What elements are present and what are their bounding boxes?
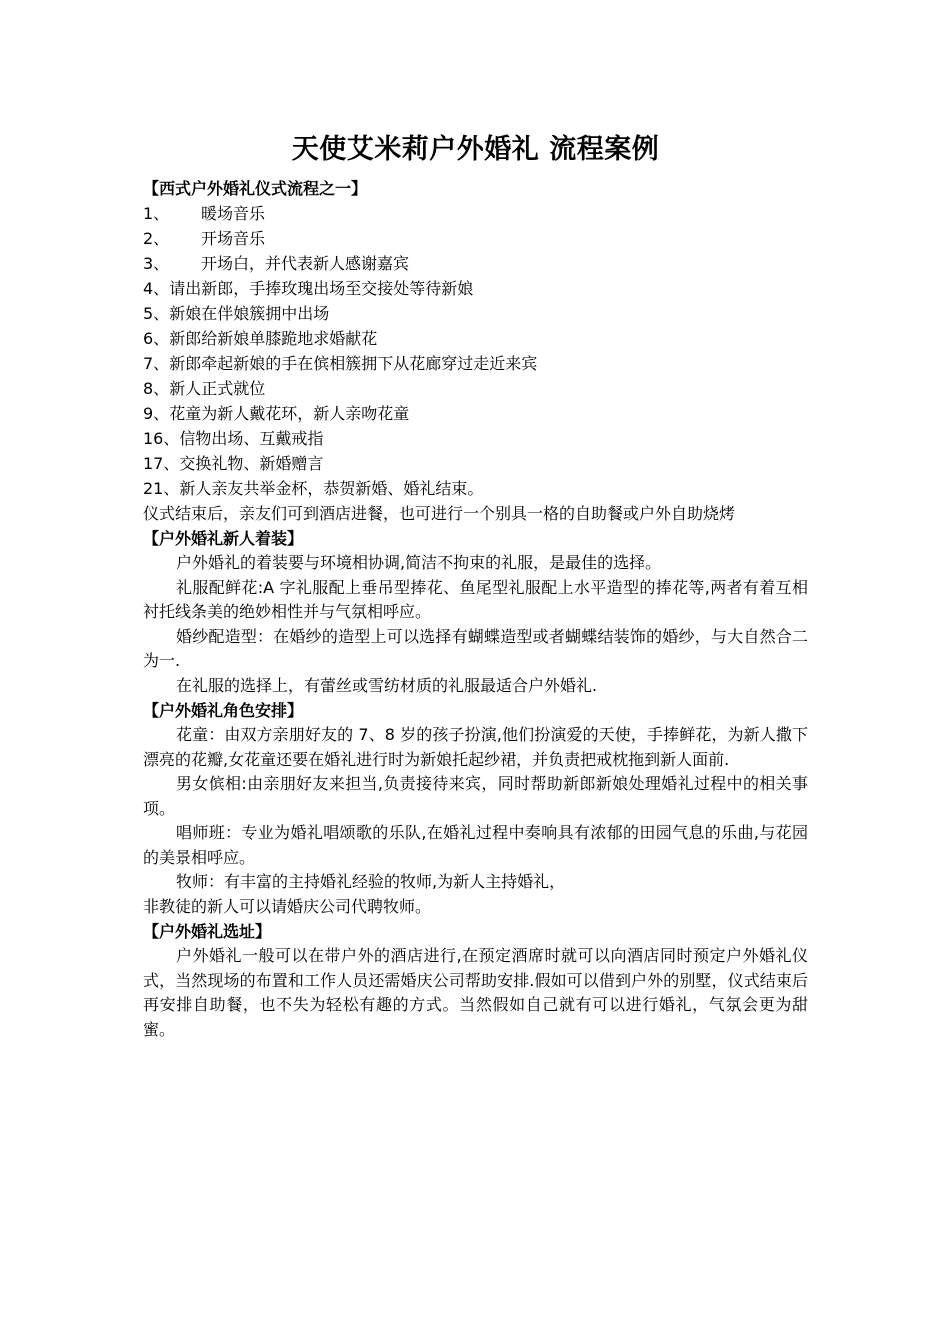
paragraph: 男女傧相:由亲朋好友来担当,负责接待来宾，同时帮助新郎新娘处理婚礼过程中的相关事项。	[143, 774, 808, 818]
list-item-number: 21、	[143, 479, 180, 498]
list-item-number: 2、	[143, 229, 170, 248]
list-item	[143, 376, 808, 401]
list-item-number: 17、	[143, 454, 180, 473]
paragraph: 非教徒的新人可以请婚庆公司代聘牧师。	[143, 896, 432, 916]
document-page	[143, 130, 808, 1042]
list-item	[143, 426, 808, 451]
list-item-text: 新人正式就位	[169, 379, 266, 398]
list-item-text: 开场白，并代表新人感谢嘉宾	[201, 254, 410, 273]
list-item	[143, 451, 808, 476]
list-item	[143, 301, 808, 326]
list-item	[143, 251, 808, 276]
document-title: 天使艾米莉户外婚礼 流程案例	[291, 134, 660, 165]
list-item	[143, 351, 808, 376]
list-item	[143, 226, 808, 251]
list-item-number: 8、	[143, 379, 170, 398]
paragraph: 花童：由双方亲朋好友的 7、8 岁的孩子扮演,他们扮演爱的天使，手捧鲜花，为新人撒下漂亮的花瓣,女花童还要在婚礼进行时为新娘托起纱裙，并负责把戒枕拖到新人面前.	[143, 725, 808, 769]
list-item-text: 新人亲友共举金杯，恭贺新婚、婚礼结束。	[179, 479, 484, 498]
list-item-text: 新郎给新娘单膝跪地求婚献花	[169, 329, 378, 348]
section-heading-roles: 【户外婚礼角色安排】	[143, 701, 304, 720]
list-item	[143, 201, 808, 226]
paragraph: 牧师：有丰富的主持婚礼经验的牧师,为新人主持婚礼，	[176, 872, 566, 891]
list-item-text: 花童为新人戴花环，新人亲吻花童	[169, 404, 410, 423]
paragraph: 礼服配鲜花:A 字礼服配上垂吊型捧花、鱼尾型礼服配上水平造型的捧花等,两者有着互相衬托线条美的绝妙相性并与气氛相呼应。	[143, 577, 808, 621]
list-item-text: 交换礼物、新婚赠言	[179, 454, 324, 473]
list-item-text: 请出新郎，手捧玫瑰出场至交接处等待新娘	[169, 279, 474, 298]
list-item	[143, 401, 808, 426]
section-roles	[143, 698, 808, 919]
list-item-number: 3、	[143, 254, 170, 273]
list-item-number: 4、	[143, 279, 170, 298]
section-venue	[143, 919, 808, 1042]
section-heading-ceremony-flow: 【西式户外婚礼仪式流程之一】	[143, 179, 368, 198]
list-item-number: 7、	[143, 354, 170, 373]
paragraph: 户外婚礼一般可以在带户外的酒店进行,在预定酒席时就可以向酒店同时预定户外婚礼仪式，当然现场的布置和工作人员还需婚庆公司帮助安排.假如可以借到户外的别墅，仪式结束后再安排自助餐，也不失为轻松有趣的方式。当然假如自己就有可以进行婚礼，气氛会更为甜蜜。	[143, 946, 808, 1039]
paragraph: 婚纱配造型：在婚纱的造型上可以选择有蝴蝶造型或者蝴蝶结装饰的婚纱，与大自然合二为一.	[143, 626, 808, 670]
list-item-number: 1、	[143, 204, 170, 223]
list-item-text: 暖场音乐	[201, 204, 266, 223]
list-item	[143, 326, 808, 351]
list-item-number: 5、	[143, 304, 170, 323]
list-item-text: 新郎牵起新娘的手在傧相簇拥下从花廊穿过走近来宾	[169, 354, 538, 373]
section-attire	[143, 526, 808, 698]
ceremony-steps-list	[143, 201, 808, 501]
list-item-text: 信物出场、互戴戒指	[179, 429, 324, 448]
list-item	[143, 476, 808, 501]
list-item-number: 16、	[143, 429, 180, 448]
list-item-text: 开场音乐	[201, 229, 266, 248]
paragraph: 户外婚礼的着装要与环境相协调,简洁不拘束的礼服，是最佳的选择。	[176, 553, 662, 572]
ceremony-closing-text: 仪式结束后，亲友们可到酒店进餐，也可进行一个别具一格的自助餐或户外自助烧烤	[143, 504, 736, 523]
list-item-number: 9、	[143, 404, 170, 423]
list-item	[143, 276, 808, 301]
section-heading-attire: 【户外婚礼新人着装】	[143, 529, 304, 548]
section-ceremony-flow	[143, 176, 808, 526]
paragraph: 在礼服的选择上，有蕾丝或雪纺材质的礼服最适合户外婚礼.	[176, 675, 598, 695]
list-item-text: 新娘在伴娘簇拥中出场	[169, 304, 330, 323]
list-item-number: 6、	[143, 329, 170, 348]
section-heading-venue: 【户外婚礼选址】	[143, 922, 272, 941]
paragraph: 唱师班：专业为婚礼唱颂歌的乐队,在婚礼过程中奏响具有浓郁的田园气息的乐曲,与花园的美景相呼应。	[143, 823, 808, 867]
